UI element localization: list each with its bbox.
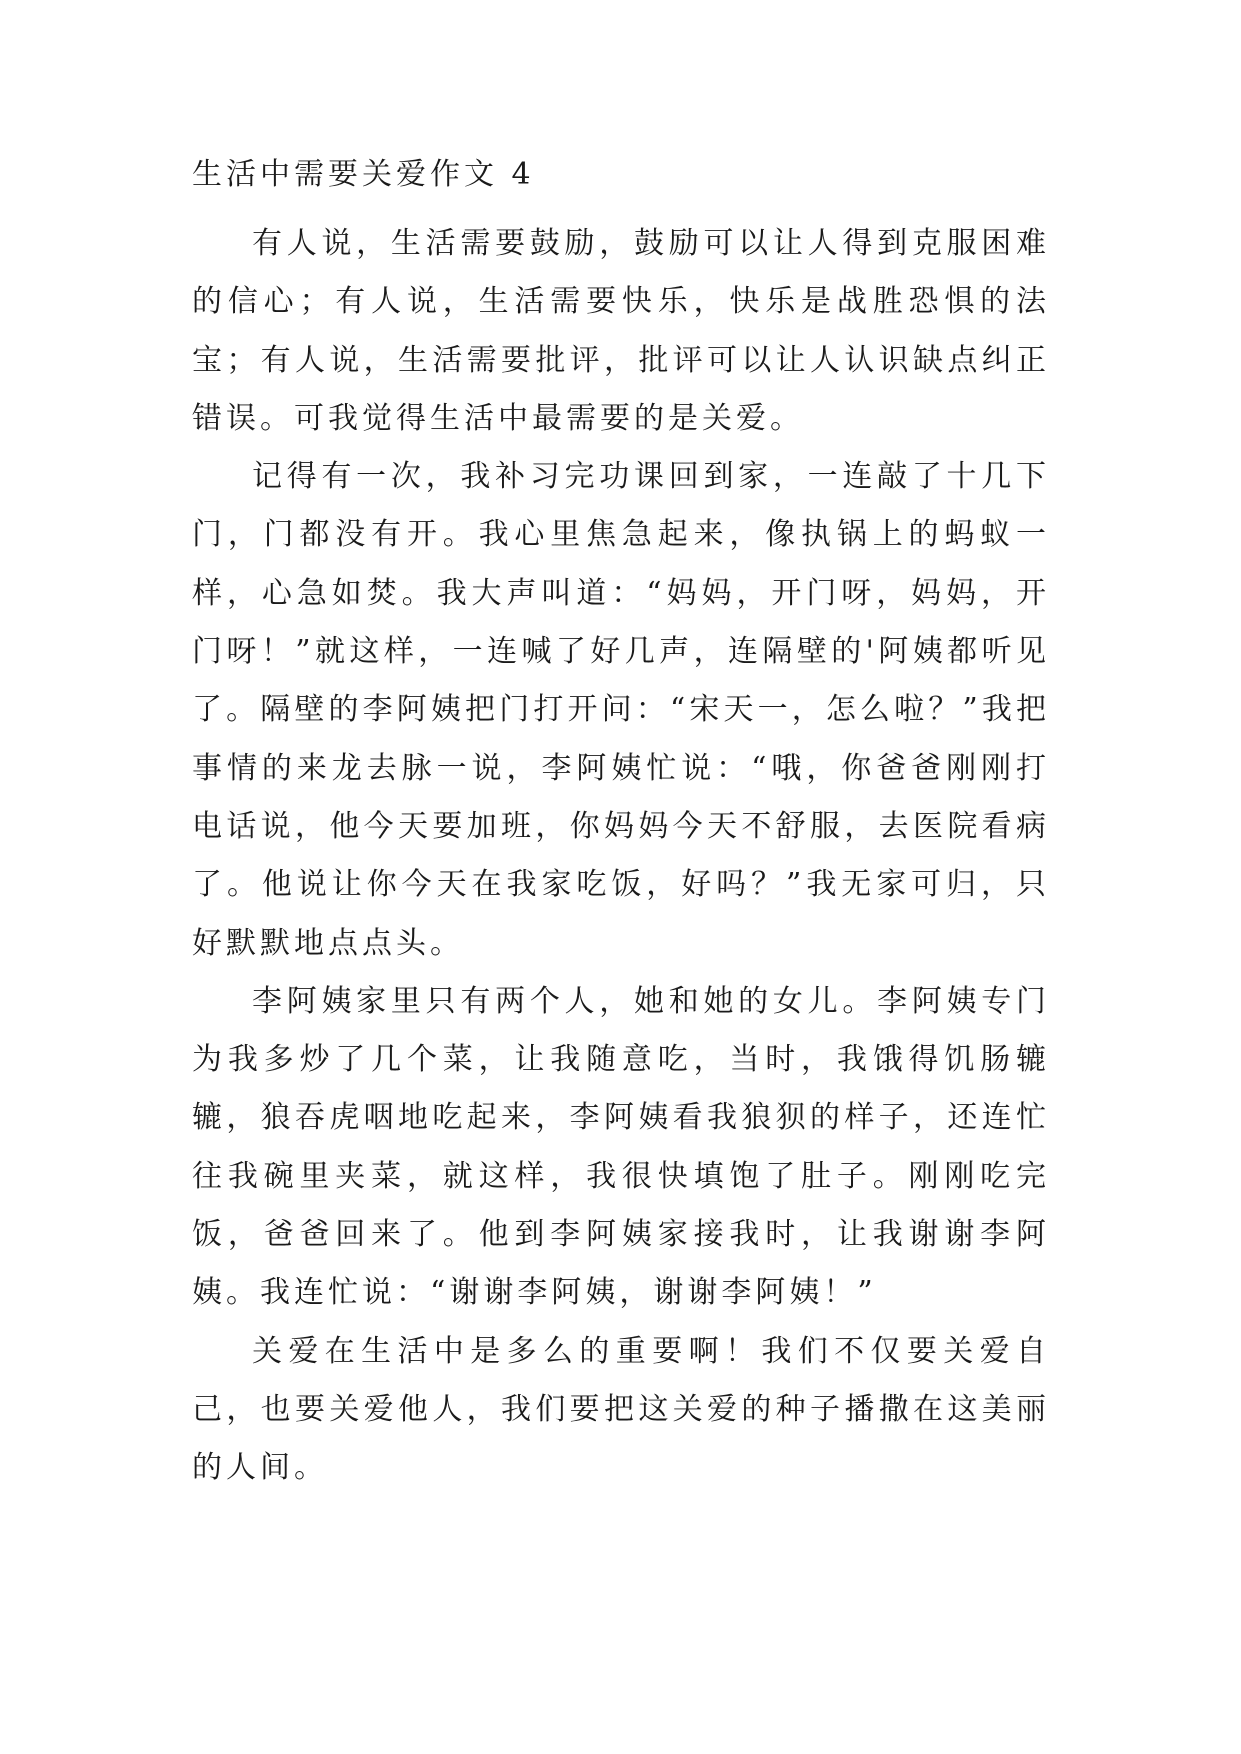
paragraph-story-door: 记得有一次，我补习完功课回到家，一连敲了十几下门，门都没有开。我心里焦急起来，像执锅上的蚂蚁一样，心急如焚。我大声叫道：“妈妈，开门呀，妈妈，开门呀！”就这样，一连喊了好几声，连隔壁的'阿姨都听见了。隔壁的李阿姨把门打开问：“宋天一，怎么啦？”我把事情的来龙去脉一说，李阿姨忙说：“哦，你爸爸刚刚打电话说，他今天要加班，你妈妈今天不舒服，去医院看病了。他说让你今天在我家吃饭，好吗？”我无家可归，只好默默地点点头。 [192,459,1050,961]
paragraph-conclusion: 关爱在生活中是多么的重要啊！我们不仅要关爱自己，也要关爱他人，我们要把这关爱的种子播撒在这美丽的人间。 [192,1333,1050,1486]
paragraph-intro: 有人说，生活需要鼓励，鼓励可以让人得到克服困难的信心；有人说，生活需要快乐，快乐是战胜恐惧的法宝；有人说，生活需要批评，批评可以让人认识缺点纠正错误。可我觉得生活中最需要的是关爱。 [192,226,1050,436]
document-body [192,153,1050,1498]
paragraph-story-dinner: 李阿姨家里只有两个人，她和她的女儿。李阿姨专门为我多炒了几个菜，让我随意吃，当时，我饿得饥肠辘辘，狼吞虎咽地吃起来，李阿姨看我狼狈的样子，还连忙往我碗里夹菜，就这样，我很快填饱了肚子。刚刚吃完饭，爸爸回来了。他到李阿姨家接我时，让我谢谢李阿姨。我连忙说：“谢谢李阿姨，谢谢李阿姨！” [192,983,1050,1311]
document-title: 生活中需要关爱作文 4 [192,157,535,192]
